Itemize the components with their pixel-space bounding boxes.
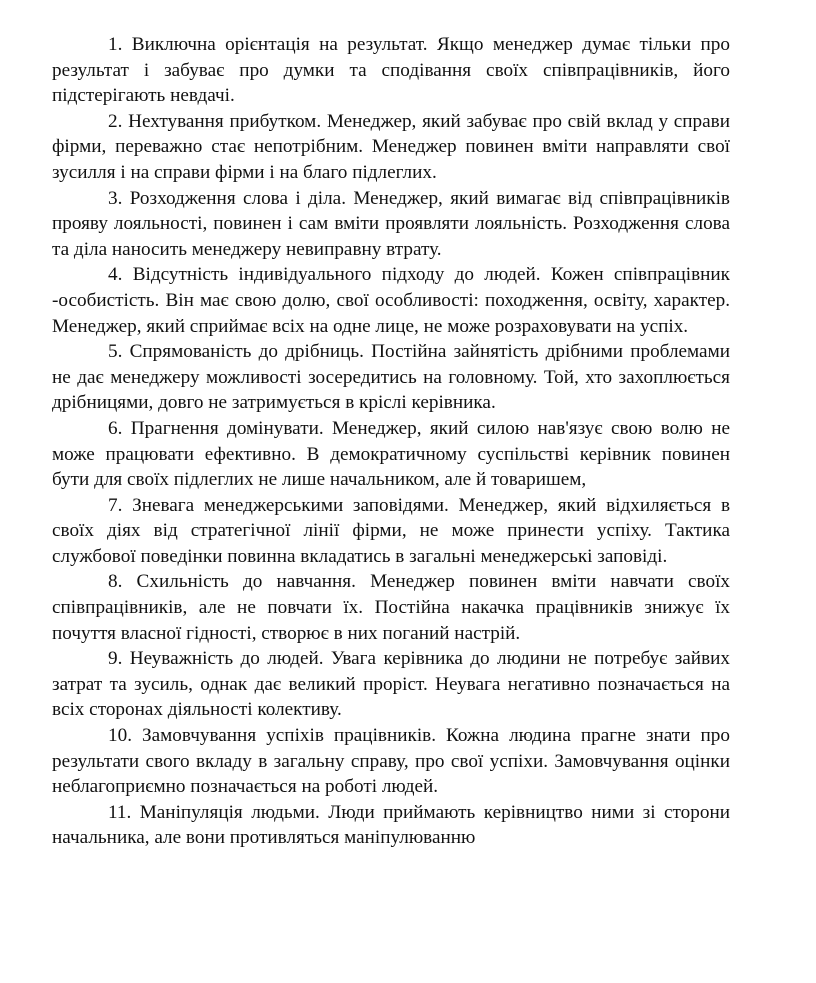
paragraph-2: 2. Нехтування прибутком. Менеджер, який забуває про свій вклад у справи фірми, переважно стає непотрібним. Менеджер повинен вміти направляти свої зусилля і на справи фірми і на благо підлеглих. [52, 110, 730, 183]
paragraph-10: 10. Замовчування успіхів працівників. Кожна людина прагне знати про результати свого вкладу в загальну справу, про свої успіхи. Замовчування оцінки неблагоприємно позначається на роботі людей. [52, 725, 730, 798]
document-page [52, 32, 730, 851]
paragraph-3: 3. Розходження слова і діла. Менеджер, який вимагає від співпрацівників прояву лояльності, повинен і сам вміти проявляти лояльність. Розходження слова та діла наносить менеджеру невиправну втрату. [52, 187, 730, 260]
paragraph-11: 11. Маніпуляція людьми. Люди приймають керівництво ними зі сторони начальника, але вони противляться маніпулюванню [52, 801, 730, 849]
paragraph-4: 4. Відсутність індивідуального підходу до людей. Кожен співпрацівник -особистість. Він має свою долю, свої особливості: походження, освіту, характер. Менеджер, який сприймає всіх на одне лице, не може розраховувати на успіх. [52, 264, 730, 337]
paragraph-6: 6. Прагнення домінувати. Менеджер, який силою нав'язує свою волю не може працювати ефективно. В демократичному суспільстві керівник повинен бути для своїх підлеглих не лише начальником, але й товаришем, [52, 417, 730, 491]
paragraph-1: 1. Виключна орієнтація на результат. Якщо менеджер думає тільки про результат і забуває про думки та сподівання своїх співпрацівників, його підстерігають невдачі. [52, 34, 730, 107]
paragraph-7: 7. Зневага менеджерськими заповідями. Менеджер, який відхиляється в своїх діях від стратегічної лінії фірми, не може принести успіху. Тактика службової поведінки повинна вкладатись в загальні менеджерські заповіді. [52, 494, 730, 567]
paragraph-9: 9. Неуважність до людей. Увага керівника до людини не потребує зайвих затрат та зусиль, однак дає великий проріст. Неувага негативно позначається на всіх сторонах діяльності колективу. [52, 648, 730, 721]
paragraph-8: 8. Схильність до навчання. Менеджер повинен вміти навчати своїх співпрацівників, але не повчати їх. Постійна накачка працівників знижує їх почуття власної гідності, створює в них поганий настрій. [52, 571, 730, 644]
paragraph-5: 5. Спрямованість до дрібниць. Постійна зайнятість дрібними проблемами не дає менеджеру можливості зосередитись на головному. Той, хто захоплюється дрібницями, довго не затримується в кріслі керівника. [52, 341, 730, 414]
